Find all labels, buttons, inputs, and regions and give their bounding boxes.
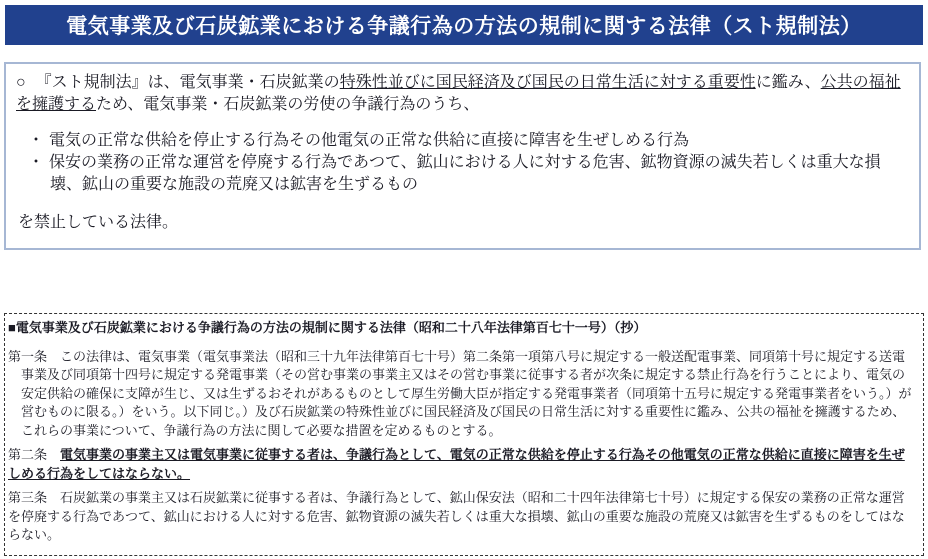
summary-intro	[16, 72, 905, 116]
dot-marker: ・	[28, 132, 45, 149]
circle-marker: ○	[16, 74, 26, 91]
title-bar	[5, 5, 923, 45]
summary-box	[4, 62, 921, 250]
article-1: 第一条 この法律は、電気事業（電気事業法（昭和三十九年法律第百七十号）第二条第一項第八号に規定する一般送配電事業、同項第十号に規定する送電事業及び同項第十四号に規定する発電事業（その営む事業の事業主又はその営む事業に従事する者が次条に規定する禁止行為を行うことにより、電気の安定供給の確保に支障が生じ、又は生ずるおそれがあるものとして厚生労働大臣が指定する発電事業者（同項第十五号に規定する発電事業者をいう。）が営むものに限る。）をいう。以下同じ。）及び石炭鉱業の特殊性並びに国民経済及び国民の日常生活に対する重要性に鑑み、公共の福祉を擁護するため、これらの事業について、争議行為の方法に関して必要な措置を定めるものとする。	[8, 348, 912, 438]
page-title: 電気事業及び石炭鉱業における争議行為の方法の規制に関する法律（スト規制法）	[66, 15, 862, 38]
law-excerpt-heading: ■電気事業及び石炭鉱業における争議行為の方法の規制に関する法律（昭和二十八年法律第百七十一号）（抄）	[8, 320, 647, 335]
article-3: 第三条 石炭鉱業の事業主又は石炭鉱業に従事する者は、争議行為として、鉱山保安法（昭和二十四年法律第七十号）に規定する保安の業務の正常な運営を停廃する行為であつて、鉱山における人に対する危害、鉱物資源の滅失若しくは重大な損壊、鉱山の重要な施設の荒廃又は鉱害を生ずるものをしてはならない。	[8, 490, 905, 542]
law-excerpt-box	[4, 313, 924, 556]
list-item-text: 電気の正常な供給を停止する行為その他電気の正常な供給に直接に障害を生ぜしめる行為	[49, 132, 690, 149]
list-item	[16, 130, 905, 152]
article-2: 第二条 電気事業の事業主又は電気事業に従事する者は、争議行為として、電気の正常な供給を停止する行為その他電気の正常な供給に直接に障害を生ぜしめる行為をしてはならない。	[8, 447, 905, 481]
summary-bullet-list	[16, 130, 905, 196]
dot-marker: ・	[28, 154, 45, 171]
summary-intro-text: 『スト規制法』は、電気事業・石炭鉱業の特殊性並びに国民経済及び国民の日常生活に対する重要性に鑑み、公共の福祉を擁護するため、電気事業・石炭鉱業の労使の争議行為のうち、	[16, 74, 901, 113]
list-item-text: 保安の業務の正常な運営を停廃する行為であつて、鉱山における人に対する危害、鉱物資源の滅失若しくは重大な損壊、鉱山の重要な施設の荒廃又は鉱害を生ずるもの	[49, 154, 881, 193]
slide	[0, 5, 928, 559]
list-item	[16, 152, 905, 196]
summary-closing: を禁止している法律。	[18, 214, 179, 231]
